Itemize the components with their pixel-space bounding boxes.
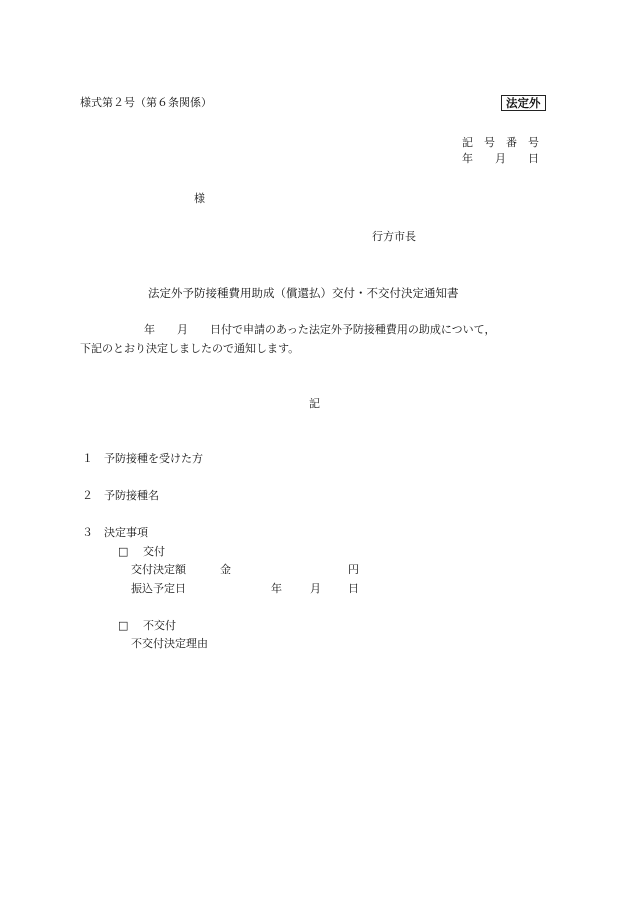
amount-label: 交付決定額 xyxy=(131,563,186,576)
record-number: 記 号 番 号 xyxy=(462,136,539,149)
form-label: 様式第２号（第６条関係） xyxy=(80,96,212,109)
grant-label: 交付 xyxy=(143,545,165,558)
item-3: ３ 決定事項 xyxy=(82,526,148,539)
grant-checkbox[interactable]: □ xyxy=(118,545,129,558)
transfer-label: 振込予定日 xyxy=(131,582,186,595)
transfer-day: 日 xyxy=(348,582,359,595)
issue-date: 年 月 日 xyxy=(462,152,539,165)
document-title: 法定外予防接種費用助成（償還払）交付・不交付決定通知書 xyxy=(148,286,459,300)
sender-name: 行方市長 xyxy=(372,230,416,243)
non-grant-label: 不交付 xyxy=(143,619,176,632)
body-line-1: 年 月 日付で申請のあった法定外予防接種費用の助成について， xyxy=(144,323,496,336)
body-line-2: 下記のとおり決定しましたので通知します。 xyxy=(80,342,300,355)
amount-prefix: 金 xyxy=(220,563,231,576)
status-badge: 法定外 xyxy=(501,95,546,111)
non-grant-checkbox[interactable]: □ xyxy=(118,619,129,632)
addressee-suffix: 様 xyxy=(194,192,205,205)
transfer-year: 年 xyxy=(271,582,282,595)
ki-heading: 記 xyxy=(309,397,320,410)
item-1: １ 予防接種を受けた方 xyxy=(82,452,203,465)
item-2: ２ 予防接種名 xyxy=(82,489,159,502)
non-grant-reason-label: 不交付決定理由 xyxy=(131,637,208,650)
amount-unit: 円 xyxy=(348,563,359,576)
transfer-month: 月 xyxy=(310,582,321,595)
